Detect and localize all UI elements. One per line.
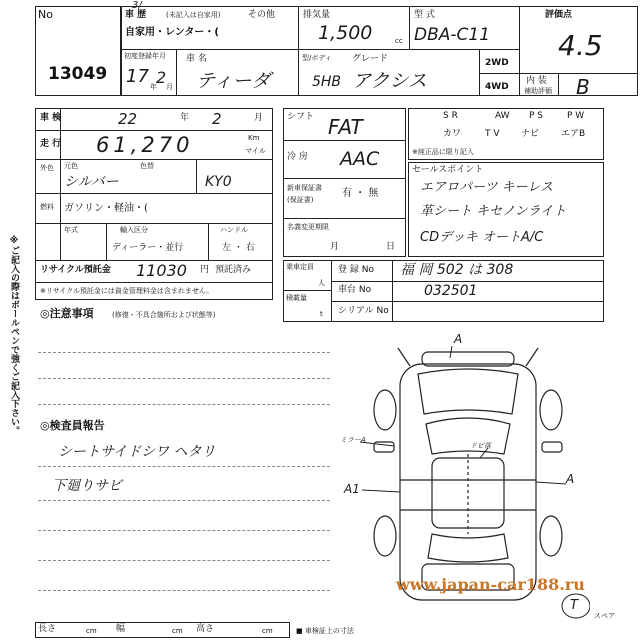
mark-left: A1 — [344, 482, 360, 496]
color-code-label: 色替 — [140, 162, 154, 170]
mirror-right — [542, 442, 562, 452]
width-unit: cm — [172, 627, 183, 635]
ac-label: 冷 房 — [287, 152, 308, 162]
recycle-value: 11030 — [136, 261, 187, 280]
ac-value: AAC — [340, 148, 380, 170]
color-value: シルバー — [64, 174, 119, 190]
interior-value: B — [576, 75, 590, 99]
color-sub: 元色 — [64, 162, 78, 170]
warranty-sub: (保証書) — [287, 196, 314, 204]
sales-point-1: エアロパーツ キーレス — [420, 180, 553, 195]
caution-sub: (修復・不具合箇所および状態等) — [112, 311, 216, 319]
shift-value: FAT — [328, 115, 363, 139]
dimensions-bar — [35, 622, 290, 638]
height-label: 高さ — [196, 624, 215, 634]
shaken-year-unit: 年 — [180, 113, 190, 123]
recycle-status: 預託済み — [215, 265, 252, 275]
warranty-options: 有 ・ 無 — [342, 188, 379, 199]
mileage-value: 61,270 — [96, 133, 194, 157]
first-reg-year: 17 — [126, 66, 149, 87]
width-label: 幅 — [116, 624, 126, 634]
name-change-label: 名義変更期限 — [287, 223, 329, 231]
capacity-unit: 人 — [318, 279, 325, 287]
recycle-note: ※リサイクル預託金には資金管理料金は含まれません。 — [40, 287, 214, 295]
warranty-label: 新車保証書 — [287, 184, 322, 192]
equipment-opt-aw: AW — [495, 111, 510, 121]
car-name-label: 車 名 — [186, 54, 207, 64]
equipment-opt-leather: カワ — [443, 129, 462, 139]
grade-label: グレード — [352, 54, 389, 64]
handle-options: 左 ・ 右 — [222, 243, 255, 253]
handle-label: ハンドル — [220, 226, 248, 234]
caution-label: ◎注意事項 — [40, 307, 94, 320]
shift-label: シフト — [287, 112, 315, 122]
shaken-year: 22 — [118, 110, 138, 128]
wheel-rear-left — [374, 516, 396, 556]
mileage-label: 走 行 — [40, 139, 62, 149]
equipment-opt-pw: P W — [567, 111, 585, 121]
fuel-label: 燃料 — [40, 203, 54, 211]
inspector-line-1: シートサイドシワ ヘタリ — [58, 444, 216, 460]
first-reg-month-unit: 月 — [166, 83, 173, 91]
inspector-label: ◎検査員報告 — [40, 419, 105, 432]
registration-label: 登 録 No — [338, 265, 374, 275]
shaken-dimensions-note: ■ 車検証上の寸法 — [296, 627, 354, 635]
recycle-label: リサイクル預託金 — [40, 265, 111, 275]
load-unit: t — [320, 310, 323, 318]
serial-label: シリアル No — [338, 306, 389, 316]
load-label: 積載量 — [286, 294, 307, 302]
mark-tire: T — [570, 598, 578, 613]
color-label: 外色 — [40, 164, 54, 172]
equipment-note: ※純正品に限り記入 — [412, 148, 474, 156]
history-other-label: その他 — [248, 10, 276, 20]
registration-value: 福 岡 502 は 308 — [400, 262, 514, 278]
interior-sub: 補助評価 — [524, 87, 552, 95]
grade-eval-value: 4.5 — [558, 29, 603, 62]
height-unit: cm — [262, 627, 273, 635]
rear-window — [428, 534, 508, 562]
shaken-month-unit: 月 — [254, 113, 264, 123]
wheel-front-left — [374, 390, 396, 430]
equipment-opt-sr: S R — [443, 111, 458, 121]
displacement-label: 排気量 — [303, 10, 331, 20]
wheel-front-right — [540, 390, 562, 430]
spare-label: スペア — [594, 612, 615, 620]
name-change-day: 日 — [386, 242, 396, 252]
first-reg-month: 2 — [156, 68, 167, 87]
equipment-opt-airbag: エアB — [561, 129, 586, 139]
mileage-unit-km: Km — [248, 134, 260, 142]
recycle-unit: 円 — [200, 265, 210, 275]
length-label: 長さ — [38, 624, 57, 634]
sales-point-2: 革シート キセノンライト — [420, 204, 567, 219]
chassis-label: 車台 No — [338, 285, 372, 295]
equipment-opt-navi: ナビ — [521, 129, 540, 139]
grade-eval-label: 評価点 — [545, 10, 573, 20]
shaken-label: 車 検 — [40, 113, 62, 123]
capacity-label: 乗車定員 — [286, 263, 314, 271]
body-type-label: 型/ボディ — [302, 54, 332, 62]
mark-roof: ドピ落 — [470, 442, 491, 450]
windshield — [426, 418, 510, 454]
displacement-value: 1,500 — [318, 22, 373, 44]
grade-value: アクシス — [352, 70, 427, 92]
wheel-rear-right — [540, 516, 562, 556]
drive-4wd: 4WD — [485, 82, 509, 92]
body-type: 5HB — [312, 74, 342, 90]
equipment-opt-ps: P S — [529, 111, 544, 121]
sales-point-3: CDデッキ オートA/C — [420, 230, 544, 245]
name-change-month: 月 — [330, 242, 340, 252]
first-reg-year-unit: 年 — [150, 83, 157, 91]
corner-mark: 3/ — [132, 0, 142, 11]
lot-prefix: No — [38, 8, 53, 21]
chassis-value: 032501 — [424, 283, 478, 299]
color-code-value: KY0 — [205, 174, 232, 190]
lot-number: 13049 — [48, 64, 108, 84]
watermark: www.japan-car188.ru — [396, 575, 585, 594]
displacement-unit: cc — [395, 37, 403, 45]
mark-front: A — [454, 332, 463, 346]
shaken-month: 2 — [212, 110, 222, 128]
car-name-value: ティーダ — [196, 70, 271, 92]
date-label: 年式 — [64, 226, 78, 234]
inspector-line-2: 下廻りサビ — [52, 478, 122, 494]
mark-right: A — [566, 472, 575, 486]
mileage-unit-mile: マイル — [245, 147, 266, 155]
side-note: ※ご記入の際はボールペンで強くご記入下さい。 — [9, 236, 19, 435]
history-options: 自家用・レンター・( — [125, 27, 219, 38]
interior-label: 内 装 — [526, 76, 547, 86]
equipment-opt-tv: T V — [485, 129, 500, 139]
import-label: 輸入区分 — [120, 226, 148, 234]
model-label: 型 式 — [414, 10, 435, 20]
length-unit: cm — [86, 627, 97, 635]
mark-mirror: ミラーA — [340, 436, 366, 444]
model-value: DBA-C11 — [414, 25, 491, 45]
history-note: (未記入は自家用) — [166, 11, 221, 19]
sales-points-label: セールスポイント — [412, 165, 484, 175]
import-options: ディーラー・並行 — [112, 243, 184, 253]
first-reg-label: 初度登録年月 — [124, 52, 166, 60]
hood-outline — [418, 369, 518, 414]
history-label: 車 歴 — [125, 10, 147, 20]
fuel-options: ガソリン・軽油・( — [64, 203, 148, 214]
drive-2wd: 2WD — [485, 58, 509, 68]
